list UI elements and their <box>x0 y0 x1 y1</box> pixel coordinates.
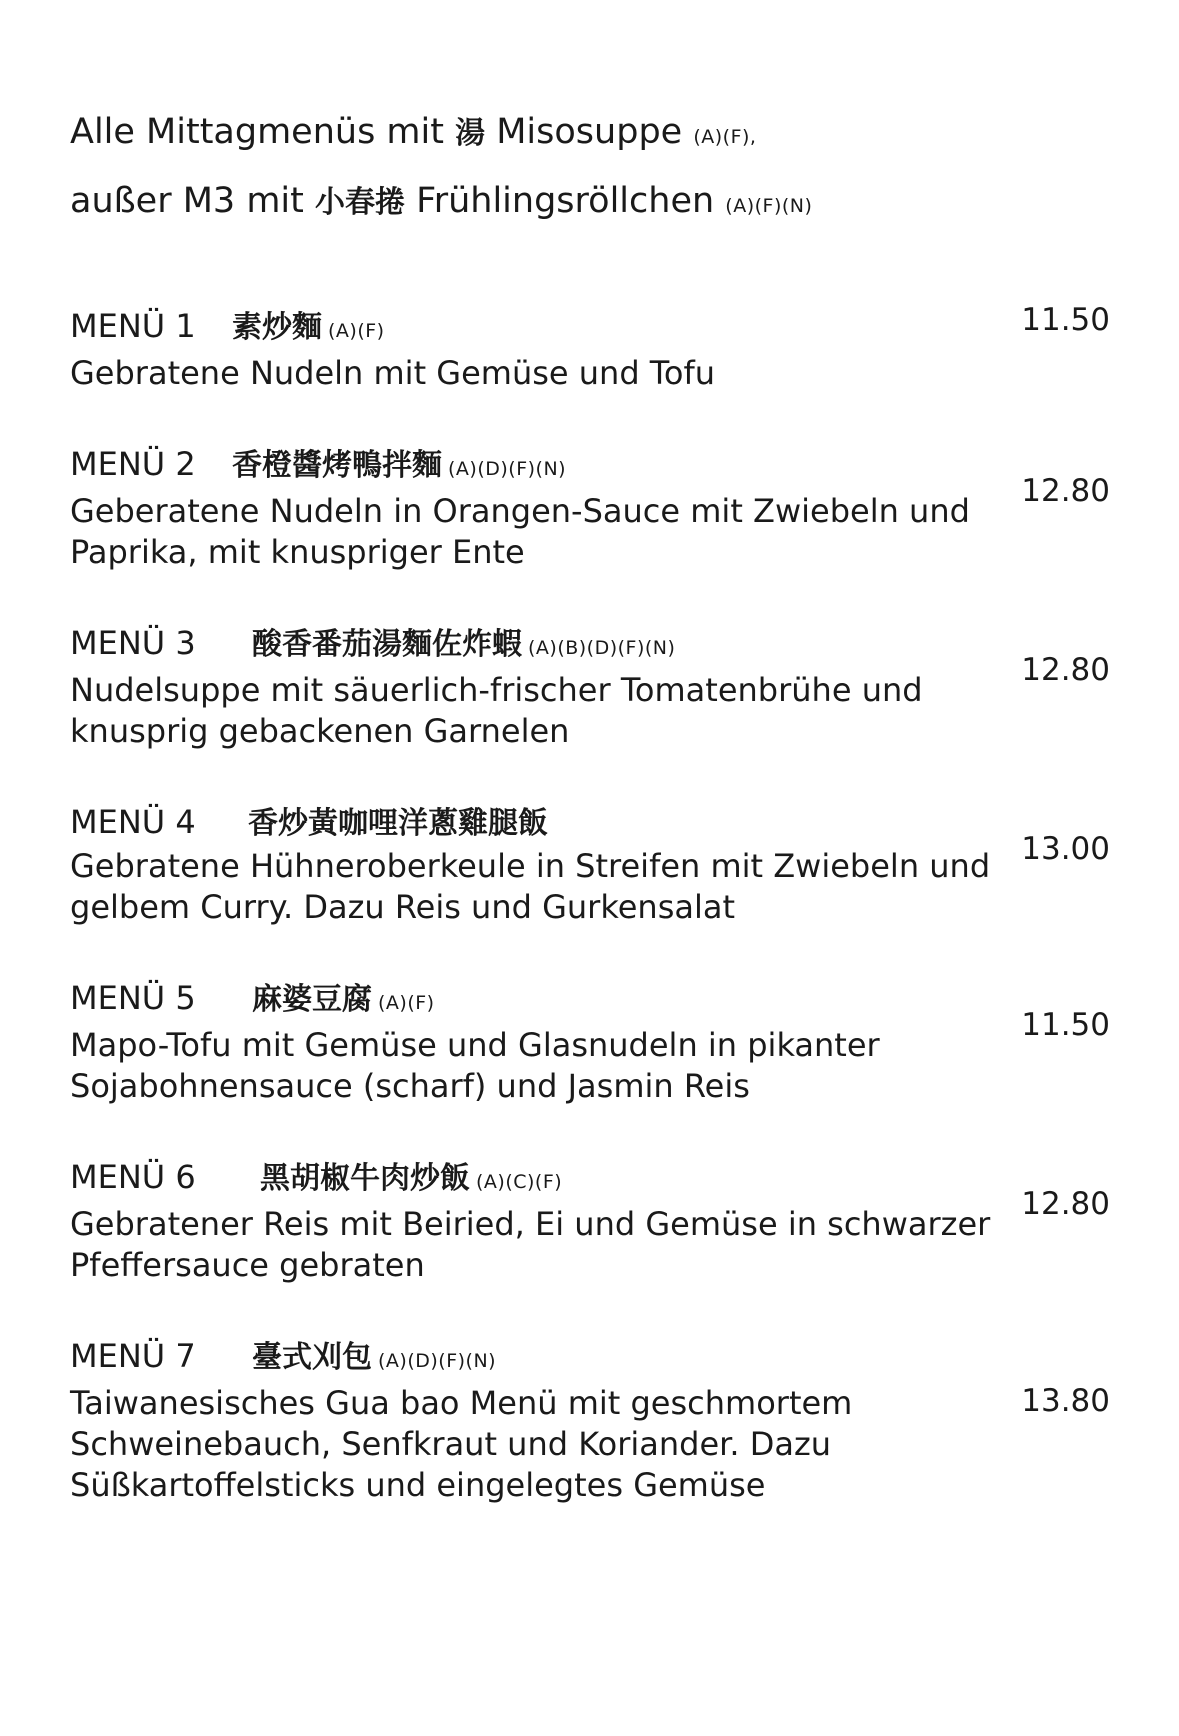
intro-allergens: (A)(F)(N) <box>725 195 813 217</box>
menu-code: MENÜ 5 <box>70 979 196 1017</box>
intro-text: Frühlingsröllchen <box>404 181 726 221</box>
menu-description: Mapo-Tofu mit Gemüse und Glasnudeln in pikanter Sojabohnensauce (scharf) und Jasmin Reis <box>70 1026 880 1105</box>
menu-item-header <box>70 621 1110 670</box>
menu-chinese-name: 臺式刈包 <box>252 1340 372 1375</box>
menu-chinese-name: 酸香番茄湯麵佐炸蝦 <box>252 627 522 662</box>
menu-item-header <box>70 976 1110 1025</box>
menu-price: 12.80 <box>1021 473 1110 509</box>
menu-description: Taiwanesisches Gua bao Menü mit geschmortem Schweinebauch, Senfkraut und Koriander. Dazu Süßkartoffelsticks und eingelegtes Gemüse <box>70 1384 853 1504</box>
menu-intro <box>70 100 1070 238</box>
menu-allergens: (A)(F) <box>378 992 435 1014</box>
intro-text: Alle Mittagmenüs mit <box>70 112 456 152</box>
menu-item <box>70 1155 1110 1286</box>
menu-description: Gebratene Nudeln mit Gemüse und Tofu <box>70 354 716 392</box>
menu-item-header <box>70 800 1110 846</box>
intro-text: Misosuppe <box>485 112 694 152</box>
menu-code: MENÜ 2 <box>70 445 196 483</box>
menu-chinese-name: 黑胡椒牛肉炒飯 <box>260 1161 470 1196</box>
menu-chinese-name: 香橙醬烤鴨拌麵 <box>232 448 442 483</box>
intro-chinese: 湯 <box>455 116 486 151</box>
menu-price: 12.80 <box>1021 652 1110 688</box>
menu-description: Nudelsuppe mit säuerlich-frischer Tomatenbrühe und knusprig gebackenen Garnelen <box>70 671 923 750</box>
intro-line-1 <box>70 100 1070 169</box>
menu-item <box>70 442 1110 573</box>
menu-allergens: (A)(D)(F)(N) <box>448 458 567 480</box>
menu-allergens: (A)(F) <box>328 320 385 342</box>
menu-item-header <box>70 442 1110 491</box>
menu-item <box>70 1334 1110 1506</box>
menu-chinese-name: 麻婆豆腐 <box>252 982 372 1017</box>
menu-code: MENÜ 3 <box>70 624 196 662</box>
intro-text: außer M3 mit <box>70 181 315 221</box>
menu-code: MENÜ 7 <box>70 1337 196 1375</box>
menu-price: 13.80 <box>1021 1383 1110 1419</box>
intro-chinese: 小春捲 <box>314 185 405 220</box>
menu-item <box>70 621 1110 752</box>
menu-allergens: (A)(D)(F)(N) <box>378 1350 497 1372</box>
menu-price: 11.50 <box>1021 1007 1110 1043</box>
menu-code: MENÜ 4 <box>70 803 196 841</box>
menu-chinese-name: 素炒麵 <box>232 310 322 345</box>
menu-item-header <box>70 1334 1110 1383</box>
menu-item <box>70 976 1110 1107</box>
menu-item-header <box>70 304 1110 353</box>
intro-allergens: (A)(F), <box>693 126 757 148</box>
menu-description: Gebratener Reis mit Beiried, Ei und Gemüse in schwarzer Pfeffersauce gebraten <box>70 1205 991 1284</box>
menu-item <box>70 304 1110 394</box>
menu-allergens: (A)(C)(F) <box>476 1171 563 1193</box>
menu-chinese-name: 香炒黃咖哩洋蔥雞腿飯 <box>248 806 548 841</box>
menu-price: 12.80 <box>1021 1186 1110 1222</box>
menu-description: Geberatene Nudeln in Orangen-Sauce mit Zwiebeln und Paprika, mit knuspriger Ente <box>70 492 970 571</box>
menu-allergens: (A)(B)(D)(F)(N) <box>528 637 676 659</box>
menu-code: MENÜ 6 <box>70 1158 196 1196</box>
menu-price: 11.50 <box>1021 302 1110 338</box>
menu-item <box>70 800 1110 928</box>
menu-item-header <box>70 1155 1110 1204</box>
intro-line-2 <box>70 169 1070 238</box>
menu-description: Gebratene Hühneroberkeule in Streifen mit Zwiebeln und gelbem Curry. Dazu Reis und Gurkensalat <box>70 847 991 926</box>
menu-price: 13.00 <box>1021 831 1110 867</box>
menu-list <box>70 304 1110 1554</box>
menu-code: MENÜ 1 <box>70 307 196 345</box>
